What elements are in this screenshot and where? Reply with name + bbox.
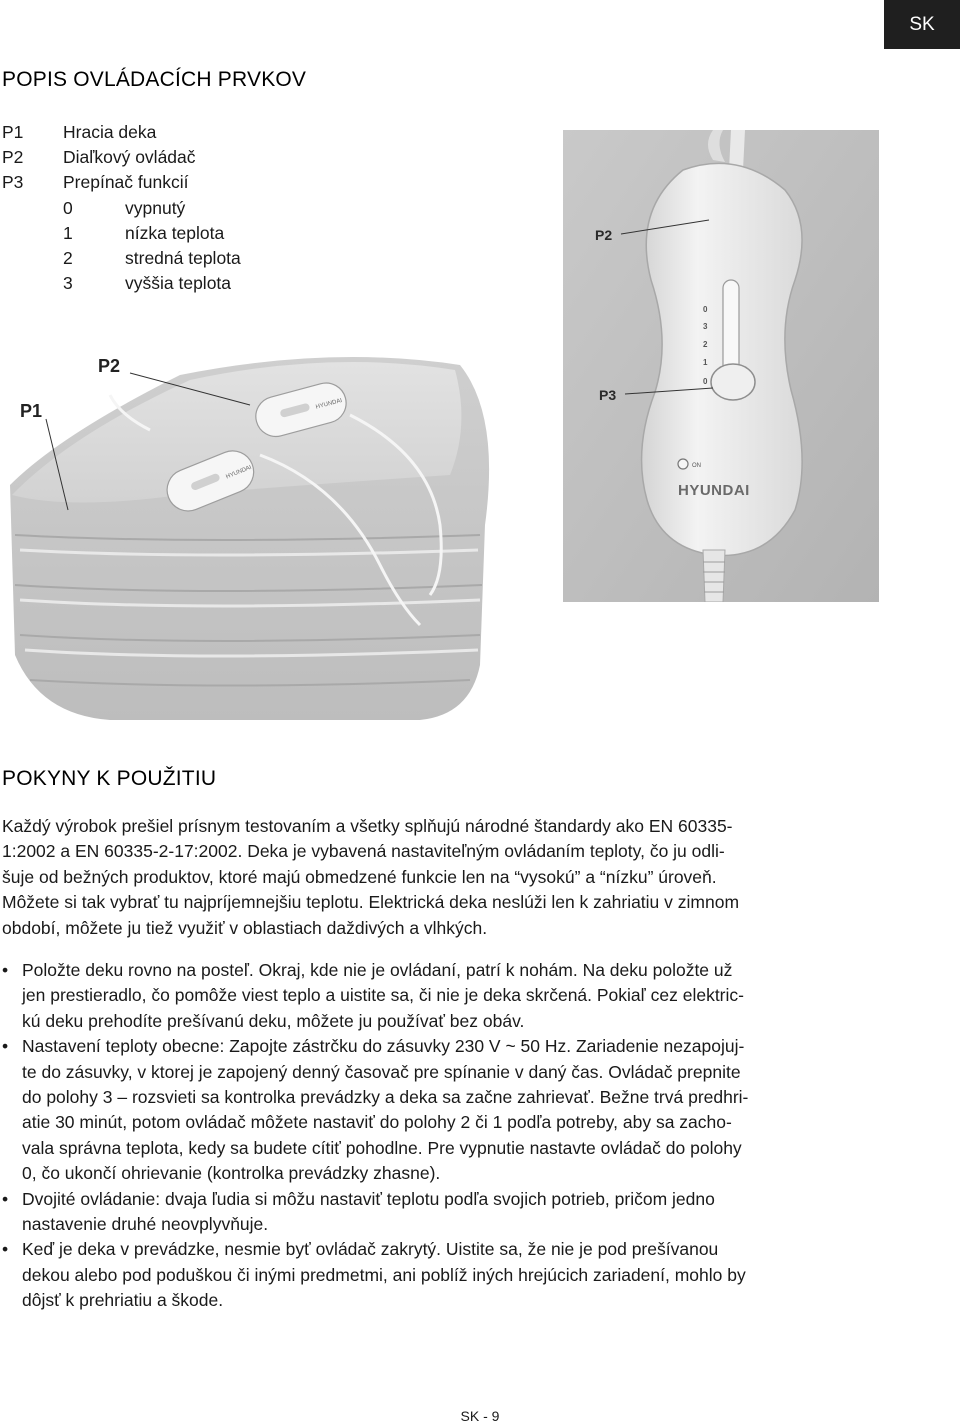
setting-label: stredná teplota xyxy=(125,247,241,268)
legend-code: P2 xyxy=(2,147,24,168)
scale-label: 2 xyxy=(703,340,708,349)
usage-instructions xyxy=(2,958,882,1314)
setting-number: 3 xyxy=(63,273,73,294)
callout-p2: P2 xyxy=(98,356,121,376)
slider-knob xyxy=(711,364,755,400)
scale-label: 0 xyxy=(703,377,708,386)
instruction-bed-placement: • Položte deku rovno na posteľ. Okraj, kde nie je ovládaní, patrí k nohám. Na deku položte už jen prestieradlo, čo pomôže viest teplo a uistite sa, či nie je deka skrčená. Pokiaľ cez elektric- kú deku prehodíte prešívanú deku, môžete ju používať bez obáv. xyxy=(2,958,882,1034)
legend-code: P1 xyxy=(2,122,24,142)
setting-label: vypnutý xyxy=(125,197,186,218)
intro-line: 1:2002 a EN 60335-2-17:2002. Deka je vybavená nastaviteľným ovládaním teploty, čo ju odli- xyxy=(2,841,725,862)
legend-label: Prepínač funkcií xyxy=(63,172,189,193)
callout-p1: P1 xyxy=(20,401,43,421)
intro-line: období, môžete ju tiež využiť v oblastiach daždivých a vlhkých. xyxy=(2,917,488,938)
setting-number: 0 xyxy=(63,197,73,218)
scale-label: 0 xyxy=(703,305,708,314)
callout-p3: P3 xyxy=(599,387,617,403)
electric-blanket-photo xyxy=(0,335,520,735)
instruction-do-not-cover: • Keď je deka v prevádzke, nesmie byť ovládač zakrytý. Uistite sa, že nie je pod prešívanou dekou alebo pod poduškou či inými predmetmi, ani poblíž iných hrejúcich zariadení, mohlo by dôjsť k prehriatiu a škode. xyxy=(2,1237,882,1313)
scale-label: 3 xyxy=(703,322,708,331)
setting-number: 2 xyxy=(63,247,73,268)
legend-label: Diaľkový ovládač xyxy=(63,147,196,168)
on-indicator-icon xyxy=(678,459,688,469)
setting-label: vyššia teplota xyxy=(125,273,232,294)
setting-0 xyxy=(2,196,241,221)
callout-p2: P2 xyxy=(595,227,613,243)
legend-code: P3 xyxy=(2,172,24,193)
language-tab: SK xyxy=(884,0,960,49)
remote-brand: HYUNDAI xyxy=(315,397,343,411)
remote-control-photo xyxy=(563,130,879,602)
page-number: SK - 9 xyxy=(460,1408,500,1424)
setting-2 xyxy=(2,246,241,271)
legend-item-p3 xyxy=(2,170,241,195)
intro-line: Každý výrobok prešiel prísnym testovaním a všetky splňujú národné štandardy ako EN 60335- xyxy=(2,816,733,836)
usage-intro xyxy=(2,814,880,941)
instruction-temperature-setting: • Nastavení teploty obecne: Zapojte zástrčku do zásuvky 230 V ~ 50 Hz. Zariadenie nezapojuj- te do zásuvky, v ktorej je zapojený denný časovač pre spínanie v daný čas. Ovládač prepnite do polohy 3 – rozsvieti sa kontrolka prevádzky a deka sa začne zahrievať. Bežne trvá predhri- atie 30 minút, potom ovládač môžete nastaviť do polohy 2 či 1 podľa potreby, aby sa zacho- vala správna teplota, kedy sa budete cítiť pohodlne. Pre vypnutie nastavte ovládač do polohy 0, čo ukončí ohrievanie (kontrolka prevádzky zhasne). xyxy=(2,1034,882,1186)
legend-label: Hracia deka xyxy=(63,122,157,142)
controls-legend xyxy=(2,120,241,296)
remote-brand: HYUNDAI xyxy=(225,464,253,481)
on-indicator-label: ON xyxy=(692,463,701,469)
scale-label: 1 xyxy=(703,358,708,367)
setting-1 xyxy=(2,221,241,246)
legend-item-p2 xyxy=(2,145,241,170)
intro-line: Môžete si tak vybrať tu najpríjemnejšiu teplotu. Elektrická deka neslúži len k zahriatiu v zimnom xyxy=(2,892,740,913)
intro-line: šuje od bežných produktov, ktoré majú obmedzené funkcie len na “vysokú” a “nízku” úroveň. xyxy=(2,866,717,887)
legend-item-p1 xyxy=(2,120,241,145)
instruction-dual-control: • Dvojité ovládanie: dvaja ľudia si môžu nastaviť teplotu podľa svojich potrieb, pričom jedno nastavenie druhé neovplyvňuje. xyxy=(2,1187,882,1238)
setting-label: nízka teplota xyxy=(125,222,225,243)
brand-logo: HYUNDAI xyxy=(678,482,750,499)
controls-heading: POPIS OVLÁDACÍCH PRVKOV xyxy=(2,68,307,91)
cable-strain-relief xyxy=(703,550,725,602)
setting-3 xyxy=(2,271,241,296)
setting-number: 1 xyxy=(63,222,73,243)
usage-heading: POKYNY K POUŽITIU xyxy=(2,767,217,790)
